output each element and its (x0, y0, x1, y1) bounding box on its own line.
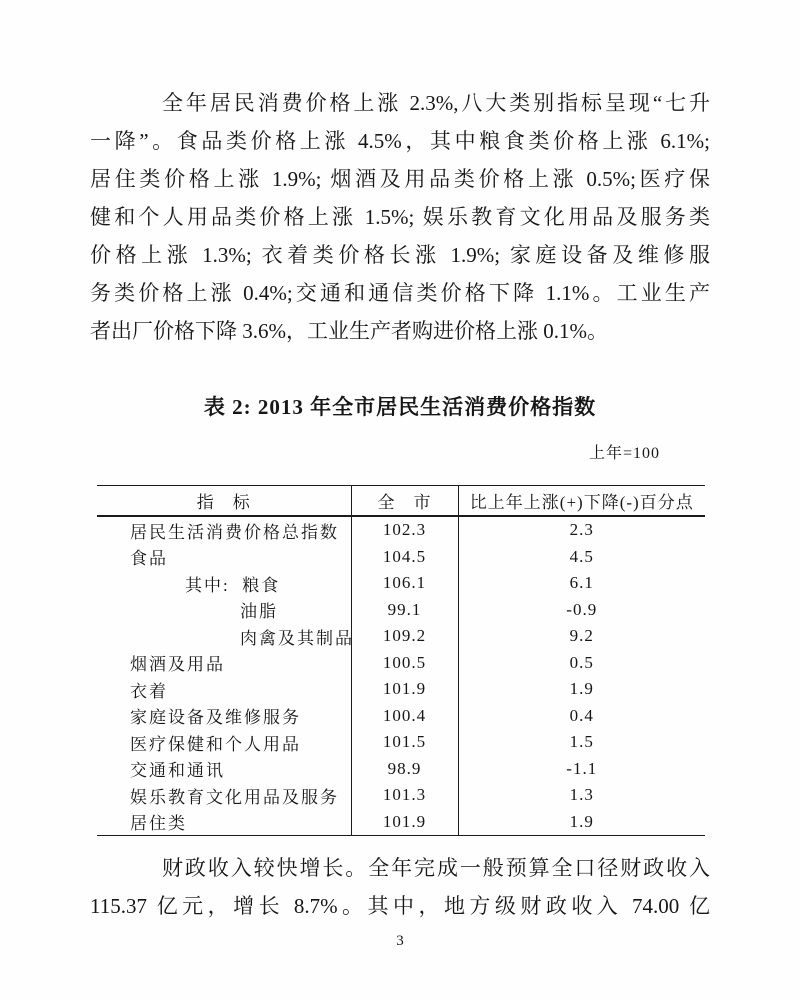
table-row (97, 676, 705, 703)
change-value-cell: 2.3 (569, 520, 594, 540)
change-value-cell: 9.2 (569, 626, 594, 646)
header-indicator: 指 标 (97, 486, 351, 517)
city-index-cell: 101.5 (351, 729, 458, 756)
city-index-cell: 101.9 (351, 809, 458, 836)
change-value-cell: 6.1 (569, 573, 594, 593)
city-index-cell: 101.9 (351, 676, 458, 703)
city-index-cell: 109.2 (351, 623, 458, 650)
text-line: 居住类价格上涨 1.9%; 烟酒及用品类价格上涨 0.5%;医疗保 (90, 167, 710, 191)
indicator-cell: 其中: 粮食 (97, 570, 351, 597)
table-row (97, 650, 705, 677)
indicator-cell: 交通和通讯 (97, 756, 351, 783)
table-row (97, 516, 705, 544)
indicator-cell: 油脂 (97, 597, 351, 624)
body-paragraph-fiscal (90, 849, 710, 925)
body-paragraph-cpi (90, 84, 710, 350)
city-index-cell: 100.4 (351, 703, 458, 730)
city-index-cell: 100.5 (351, 650, 458, 677)
change-value-cell: 1.9 (569, 679, 594, 699)
indicator-cell: 居民生活消费价格总指数 (97, 516, 351, 544)
text-line: 务类价格上涨 0.4%;交通和通信类价格下降 1.1%。工业生产 (90, 281, 710, 305)
text-line: 健和个人用品类价格上涨 1.5%; 娱乐教育文化用品及服务类 (90, 205, 710, 229)
header-change: 比上年上涨(+)下降(-)百分点 (458, 486, 705, 517)
table-unit-note: 上年=100 (588, 445, 660, 462)
text-line: 财政收入较快增长。全年完成一般预算全口径财政收入 (162, 856, 710, 880)
change-value-cell: 1.5 (569, 732, 594, 752)
page-number: 3 (396, 933, 404, 949)
table-row (97, 597, 705, 624)
change-value-cell: 1.3 (569, 785, 594, 805)
table-row (97, 809, 705, 836)
table-title: 表 2: 2013 年全市居民生活消费价格指数 (203, 395, 597, 419)
table-row (97, 703, 705, 730)
text-line: 全年居民消费价格上涨 2.3%,八大类别指标呈现“七升 (162, 91, 710, 115)
text-line: 115.37 亿元，增长 8.7%。其中，地方级财政收入 74.00 亿 (90, 894, 710, 918)
table-row (97, 544, 705, 571)
city-index-cell: 102.3 (351, 516, 458, 544)
text-line: 价格上涨 1.3%; 衣着类价格长涨 1.9%; 家庭设备及维修服 (90, 243, 710, 267)
change-value-cell: 0.4 (569, 705, 594, 725)
header-city: 全 市 (351, 486, 458, 517)
city-index-cell: 99.1 (351, 597, 458, 624)
text-line: 者出厂价格下降 3.6%，工业生产者购进价格上涨 0.1%。 (90, 319, 608, 343)
change-value-cell: -0.9 (566, 599, 598, 619)
indicator-cell: 肉禽及其制品 (97, 623, 351, 650)
indicator-cell: 居住类 (97, 809, 351, 836)
indicator-cell: 食品 (97, 544, 351, 571)
table-row (97, 570, 705, 597)
table-row (97, 623, 705, 650)
indicator-cell: 衣着 (97, 676, 351, 703)
cpi-table (97, 485, 705, 836)
table-header-row (97, 486, 705, 517)
city-index-cell: 101.3 (351, 782, 458, 809)
indicator-cell: 家庭设备及维修服务 (97, 703, 351, 730)
text-line: 一降”。食品类价格上涨 4.5%，其中粮食类价格上涨 6.1%; (90, 129, 710, 153)
indicator-cell: 医疗保健和个人用品 (97, 729, 351, 756)
city-index-cell: 106.1 (351, 570, 458, 597)
change-value-cell: 0.5 (569, 652, 594, 672)
city-index-cell: 98.9 (351, 756, 458, 783)
indicator-cell: 烟酒及用品 (97, 650, 351, 677)
change-value-cell: -1.1 (566, 758, 598, 778)
table-body (97, 516, 705, 836)
table-row (97, 782, 705, 809)
city-index-cell: 104.5 (351, 544, 458, 571)
change-value-cell: 4.5 (569, 546, 594, 566)
change-value-cell: 1.9 (569, 811, 594, 831)
table-row (97, 729, 705, 756)
table-row (97, 756, 705, 783)
indicator-cell: 娱乐教育文化用品及服务 (97, 782, 351, 809)
